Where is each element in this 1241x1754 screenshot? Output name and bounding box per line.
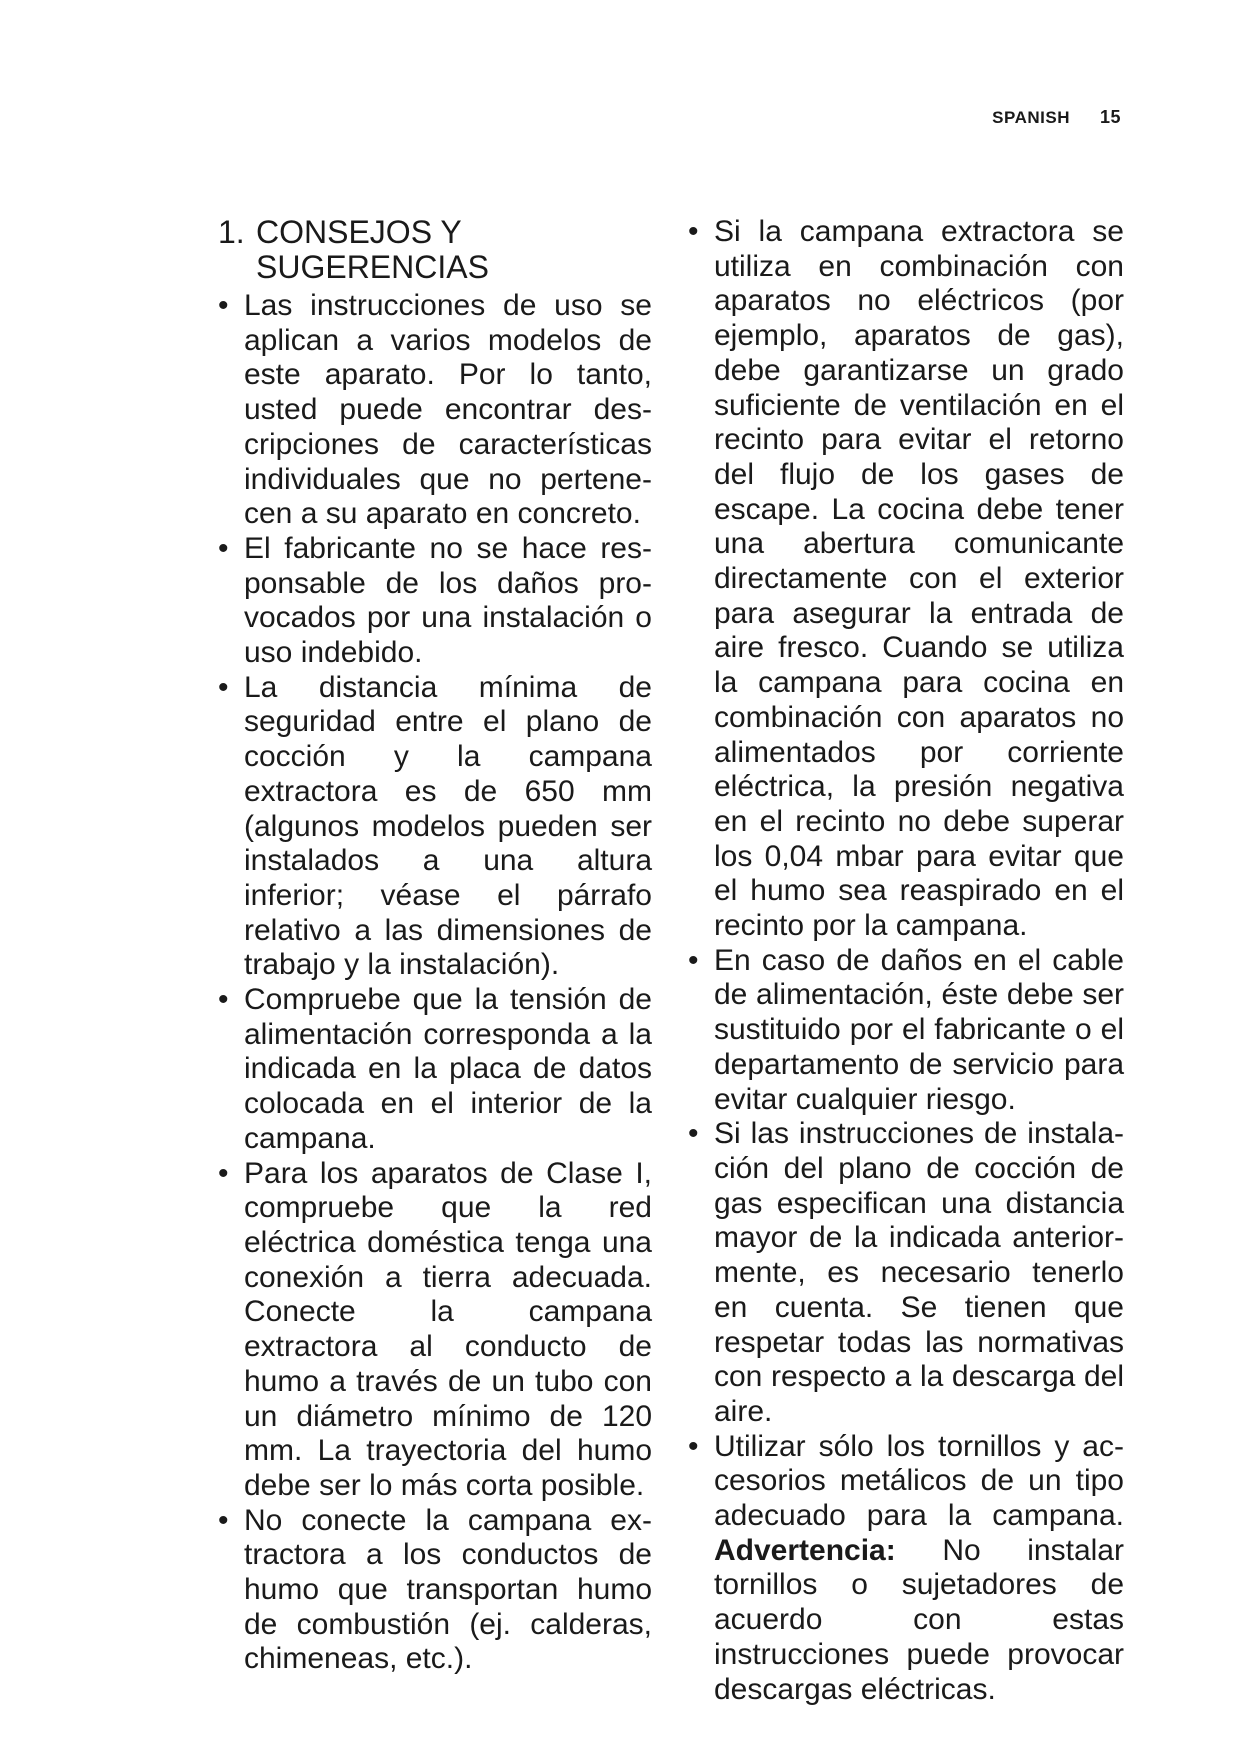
list-item <box>218 1504 652 1678</box>
header-language: SPANISH <box>992 108 1070 127</box>
section-heading <box>218 215 652 285</box>
list-item <box>688 944 1124 1118</box>
bullet-text: Si la campana extractora se utiliza en combinación con aparatos no eléctricos (por ejemplo, aparatos de gas), debe garantizarse un grado suficiente de ventilación en el recinto para evitar el retorno del flujo de los gases de escape. La cocina debe tener una abertura comunicante directamente con el exterior para asegurar la entrada de aire fresco. Cuando se utiliza la campana para cocina en combinación con aparatos no alimentados por corriente eléctrica, la presión negativa en el recinto no debe superar los 0,04 mbar para evitar que el humo sea reaspirado en el recinto por la campana. <box>714 215 1124 943</box>
bullet-text: Para los aparatos de Clase I, compruebe que la red eléctrica doméstica tenga una conexión a tierra adecuada. Conecte la campana extractora al conducto de humo a través de un tubo con un diámetro mínimo de 120 mm. La trayectoria del humo debe ser lo más corta posible. <box>244 1156 652 1502</box>
list-item <box>688 1117 1124 1429</box>
list-item <box>688 215 1124 944</box>
bullet-text: Compruebe que la tensión de alimentación corresponda a la indicada en la placa de datos colocada en el interior de la campana. <box>244 983 652 1155</box>
bullet-icon: • <box>218 1503 229 1537</box>
bullet-icon: • <box>688 943 699 977</box>
bullet-text: La distancia mínima de seguridad entre el plano de cocción y la campana extractora es de 650 mm (algunos modelos pueden ser instalados a una altura inferior; véase el párrafo relativo a las dimensiones de trabajo y la instalación). <box>244 670 652 982</box>
bullet-text: En caso de daños en el cable de alimentación, éste debe ser sustituido por el fabricante o el departamento de servicio para evitar cualquier riesgo. <box>714 943 1124 1116</box>
bullet-icon: • <box>688 215 699 248</box>
bullet-text: Si las instrucciones de instalación del plano de cocción de gas especifican una distancia mayor de la indicada anteriormente, es necesario tenerlo en cuenta. Se tienen que respetar todas las normativas con respecto a la descarga del aire. <box>714 1117 1124 1428</box>
list-item <box>218 983 652 1157</box>
list-item <box>218 1157 652 1504</box>
bullet-text: No conecte la campana extractora a los conductos de humo que transportan humo de combustión (ej. calderas, chimeneas, etc.). <box>244 1503 652 1676</box>
right-column <box>688 215 1124 1707</box>
bullet-icon: • <box>218 670 229 704</box>
bullet-text: Las instrucciones de uso se aplican a varios modelos de este aparato. Por lo tanto, usted puede encontrar descripciones de características individuales que no pertenecen a su aparato en concreto. <box>244 289 652 531</box>
section-number: 1. <box>218 214 245 250</box>
list-item <box>218 289 652 532</box>
bullet-icon: • <box>218 531 229 565</box>
bullet-text: Utilizar sólo los tornillos y accesorios metálicos de un tipo adecuado para la campana. <box>714 1429 1124 1533</box>
bullet-icon: • <box>218 1156 229 1190</box>
left-column <box>218 215 652 1677</box>
list-item <box>218 532 652 671</box>
right-bullet-list <box>688 215 1124 1707</box>
bullet-icon: • <box>218 289 229 322</box>
bullet-icon: • <box>688 1429 699 1463</box>
list-item <box>218 671 652 983</box>
page-header <box>992 107 1121 128</box>
warning-text: No instalar tornillos o sujetadores de acuerdo con estas instrucciones puede provocar descargas eléctricas. <box>714 1533 1124 1706</box>
left-bullet-list <box>218 289 652 1677</box>
page-number: 15 <box>1099 107 1121 127</box>
list-item <box>688 1430 1124 1708</box>
bullet-icon: • <box>688 1117 699 1151</box>
warning-label: Advertencia: <box>714 1533 896 1567</box>
bullet-icon: • <box>218 983 229 1017</box>
bullet-text: El fabricante no se hace responsable de los daños provocados por una instalación o uso indebido. <box>244 531 652 670</box>
section-title: CONSEJOS Y SUGERENCIAS <box>256 214 489 285</box>
